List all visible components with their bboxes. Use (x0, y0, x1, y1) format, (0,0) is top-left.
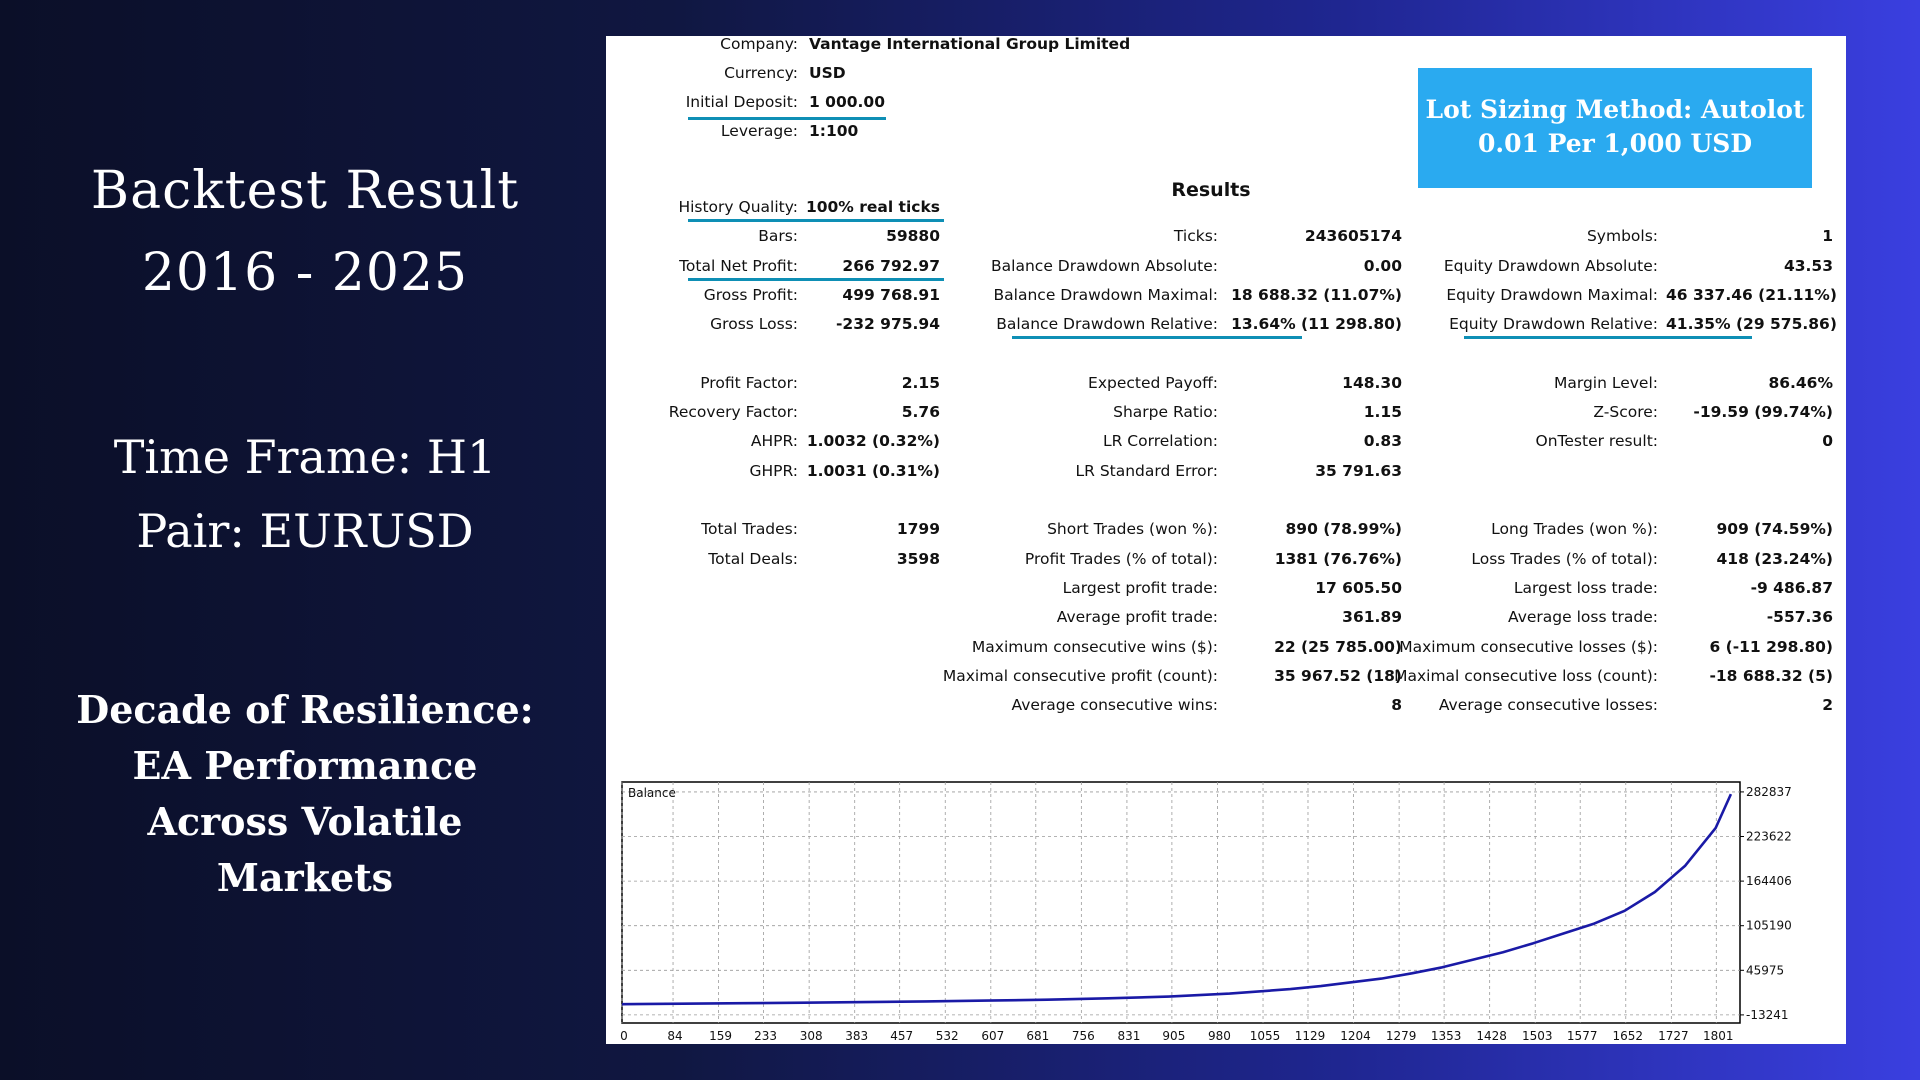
col2-value: 361.89 (1342, 608, 1402, 627)
col3-label: OnTester result: (1535, 432, 1658, 451)
plot-area (622, 782, 1740, 1023)
col2-label: Maximum consecutive wins ($): (971, 637, 1218, 656)
promo-title (0, 150, 610, 314)
col3-label: Loss Trades (% of total): (1471, 549, 1658, 568)
x-tick-label: 1055 (1249, 1029, 1281, 1043)
timeframe-text: Time Frame: H1 (113, 430, 497, 484)
col2-value: 35 791.63 (1315, 461, 1402, 480)
x-tick-label: 980 (1208, 1029, 1231, 1043)
x-tick-label: 84 (667, 1029, 683, 1043)
col3-value: 418 (23.24%) (1716, 549, 1833, 568)
pair-text: Pair: EURUSD (136, 504, 474, 558)
y-tick-label: 164406 (1746, 874, 1792, 889)
col2-label: Expected Payoff: (1088, 373, 1218, 392)
col2-label: Sharpe Ratio: (1113, 403, 1218, 422)
header-value: 1 000.00 (809, 93, 885, 111)
balance-chart-svg (614, 758, 1844, 1044)
col3-value: 2 (1822, 696, 1833, 715)
header-value: Vantage International Group Limited (809, 35, 1131, 53)
col2-value: 8 (1391, 696, 1402, 715)
x-tick-label: 1801 (1703, 1029, 1734, 1043)
x-tick-label: 831 (1117, 1029, 1141, 1043)
col1-value: 59880 (886, 227, 940, 246)
header-label: Company: (720, 35, 798, 53)
col3-value: -18 688.32 (5) (1709, 666, 1833, 685)
x-tick-label: 159 (709, 1029, 733, 1043)
highlight-underline (1464, 336, 1752, 339)
tagline-line-4: Markets (216, 855, 394, 900)
tagline-line-3: Across Volatile (147, 799, 463, 844)
col1-label: Gross Loss: (710, 315, 798, 334)
y-tick-label: 45975 (1746, 963, 1785, 978)
x-tick-label: 681 (1026, 1029, 1050, 1043)
x-tick-label: 0 (620, 1029, 628, 1043)
col1-label: Total Deals: (708, 549, 798, 568)
title-line-1: Backtest Result (90, 161, 520, 221)
col2-value: 13.64% (11 298.80) (1231, 315, 1402, 334)
results-heading: Results (1171, 179, 1251, 201)
col2-value: 0.00 (1363, 256, 1402, 275)
header-label: Leverage: (720, 122, 798, 140)
col2-label: Average consecutive wins: (1011, 696, 1218, 715)
col1-value: 266 792.97 (842, 256, 940, 275)
col3-label: Maximum consecutive losses ($): (1399, 637, 1658, 656)
col3-value: 1 (1822, 227, 1833, 246)
col3-label: Average loss trade: (1508, 608, 1658, 627)
tagline-line-1: Decade of Resilience: (76, 687, 534, 732)
col2-value: 0.83 (1363, 432, 1402, 451)
balance-chart (614, 758, 1844, 1044)
col1-value: 1799 (896, 520, 940, 539)
legend-balance: Balance (628, 786, 676, 800)
col2-label: Balance Drawdown Maximal: (993, 285, 1218, 304)
col1-value: 1.0032 (0.32%) (806, 432, 940, 451)
col1-label: Bars: (758, 227, 798, 246)
col2-label: Profit Trades (% of total): (1024, 549, 1218, 568)
x-tick-label: 1503 (1521, 1029, 1553, 1043)
x-tick-label: 457 (890, 1029, 914, 1043)
lot-sizing-line-2: 0.01 Per 1,000 USD (1477, 129, 1753, 158)
x-tick-label: 233 (754, 1029, 778, 1043)
col3-label: Equity Drawdown Relative: (1449, 315, 1658, 334)
col3-label: Average consecutive losses: (1438, 696, 1658, 715)
x-tick-label: 1204 (1340, 1029, 1371, 1043)
col1-label: Total Trades: (701, 520, 798, 539)
header-value: USD (809, 64, 846, 82)
y-tick-label: 282837 (1746, 784, 1792, 799)
col3-value: 909 (74.59%) (1716, 520, 1833, 539)
col2-value: 1381 (76.76%) (1274, 549, 1402, 568)
col1-label: Gross Profit: (703, 285, 798, 304)
lot-sizing-banner (1418, 68, 1812, 188)
col2-value: 18 688.32 (11.07%) (1231, 285, 1402, 304)
x-tick-label: 308 (799, 1029, 823, 1043)
promo-meta (0, 420, 610, 568)
col3-label: Largest loss trade: (1513, 578, 1658, 597)
col2-label: Average profit trade: (1056, 608, 1218, 627)
col2-label: LR Correlation: (1102, 432, 1218, 451)
col1-value: 2.15 (901, 373, 940, 392)
col2-label: Short Trades (won %): (1047, 520, 1218, 539)
col1-value: 3598 (896, 549, 940, 568)
promo-tagline (40, 682, 570, 906)
header-label: Initial Deposit: (685, 93, 798, 111)
col3-label: Maximal consecutive loss (count): (1394, 666, 1658, 685)
col3-value: -557.36 (1766, 608, 1833, 627)
x-tick-label: 383 (845, 1029, 869, 1043)
x-tick-label: 1428 (1476, 1029, 1507, 1043)
col3-label: Z-Score: (1593, 403, 1658, 422)
col2-value: 1.15 (1363, 403, 1402, 422)
y-tick-label: 223622 (1746, 829, 1792, 844)
col2-label: Maximal consecutive profit (count): (942, 666, 1218, 685)
col1-value: -232 975.94 (836, 315, 940, 334)
col2-value: 243605174 (1304, 227, 1402, 246)
col3-value: 46 337.46 (21.11%) (1666, 285, 1837, 304)
header-value: 1:100 (809, 122, 859, 140)
x-tick-label: 1129 (1294, 1029, 1326, 1043)
highlight-underline (688, 117, 886, 120)
col3-label: Equity Drawdown Absolute: (1443, 256, 1658, 275)
title-line-2: 2016 - 2025 (141, 243, 469, 303)
x-tick-label: 1727 (1658, 1029, 1689, 1043)
col2-label: Ticks: (1173, 227, 1218, 246)
y-tick-label: 105190 (1746, 918, 1792, 933)
col3-value: -9 486.87 (1750, 578, 1833, 597)
x-tick-label: 1353 (1430, 1029, 1462, 1043)
col3-value: 41.35% (29 575.86) (1666, 315, 1837, 334)
x-tick-label: 532 (935, 1029, 959, 1043)
col1-label: Total Net Profit: (679, 256, 798, 275)
col2-label: Balance Drawdown Relative: (996, 315, 1218, 334)
highlight-underline (688, 278, 944, 281)
col1-label: Recovery Factor: (668, 403, 798, 422)
col2-label: Balance Drawdown Absolute: (991, 256, 1218, 275)
col1-label: Profit Factor: (700, 373, 798, 392)
x-tick-label: 1279 (1385, 1029, 1417, 1043)
col1-value: 499 768.91 (842, 285, 940, 304)
x-tick-label: 905 (1162, 1029, 1186, 1043)
tagline-line-2: EA Performance (132, 743, 478, 788)
x-tick-label: 607 (981, 1029, 1005, 1043)
col3-value: -19.59 (99.74%) (1693, 403, 1833, 422)
report-panel (606, 36, 1846, 1044)
col3-label: Margin Level: (1553, 373, 1658, 392)
promo-left (0, 0, 610, 1080)
col1-label: GHPR: (749, 461, 798, 480)
header-label: Currency: (724, 64, 798, 82)
col3-label: Symbols: (1586, 227, 1658, 246)
col2-label: LR Standard Error: (1075, 461, 1218, 480)
col1-value: 5.76 (901, 403, 940, 422)
lot-sizing-line-1: Lot Sizing Method: Autolot (1425, 95, 1805, 124)
col1-label: AHPR: (750, 432, 798, 451)
col3-value: 6 (-11 298.80) (1709, 637, 1833, 656)
col2-value: 17 605.50 (1315, 578, 1402, 597)
col2-value: 22 (25 785.00) (1274, 637, 1402, 656)
col1-label: History Quality: (678, 198, 798, 216)
x-tick-label: 1577 (1566, 1029, 1598, 1043)
col3-value: 43.53 (1783, 256, 1833, 275)
col1-value: 1.0031 (0.31%) (806, 461, 940, 480)
col3-label: Equity Drawdown Maximal: (1446, 285, 1658, 304)
col2-label: Largest profit trade: (1062, 578, 1218, 597)
y-tick-label: -13241 (1746, 1007, 1789, 1022)
col2-value: 148.30 (1342, 373, 1402, 392)
col3-value: 0 (1822, 432, 1833, 451)
x-tick-label: 1652 (1612, 1029, 1644, 1043)
x-tick-label: 756 (1071, 1029, 1095, 1043)
col3-label: Long Trades (won %): (1491, 520, 1658, 539)
col3-value: 86.46% (1768, 373, 1833, 392)
col2-value: 35 967.52 (18) (1274, 666, 1402, 685)
highlight-underline (1012, 336, 1302, 339)
highlight-underline (688, 219, 944, 222)
col2-value: 890 (78.99%) (1285, 520, 1402, 539)
col1-value: 100% real ticks (805, 198, 940, 216)
